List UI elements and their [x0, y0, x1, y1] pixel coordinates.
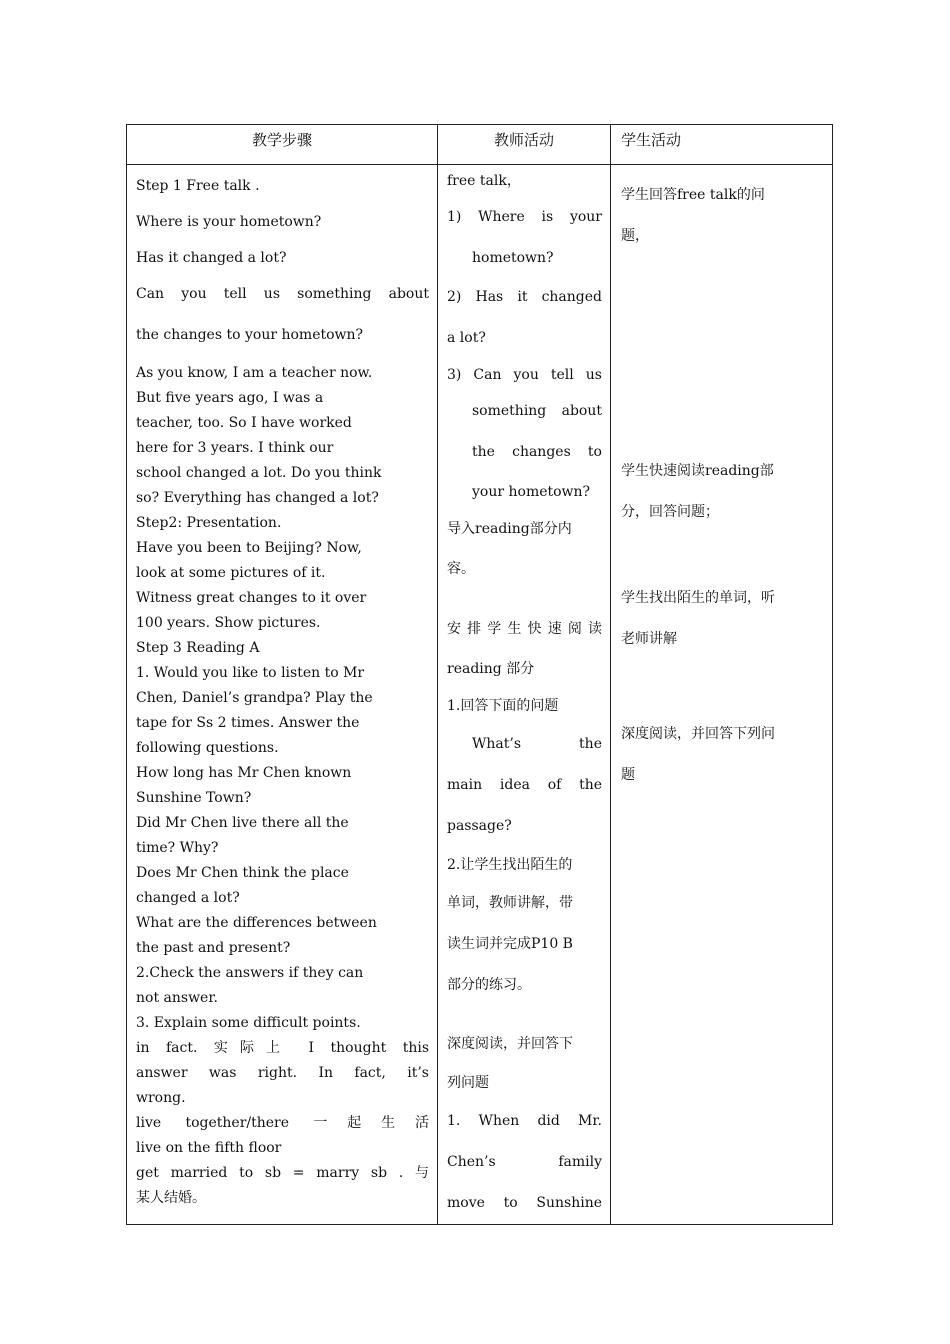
table-body-row — [127, 165, 833, 1225]
text-line: Chen’s family — [447, 1154, 602, 1170]
text-line: 深度阅读，并回答下 — [447, 1036, 573, 1052]
text-line: 1.回答下面的问题 — [447, 698, 559, 714]
text-line: 容。 — [447, 561, 475, 577]
table-header-row — [127, 125, 833, 165]
text-line: Did Mr Chen live there all the — [136, 815, 349, 831]
text-line: hometown? — [472, 250, 554, 266]
text-line: 100 years. Show pictures. — [136, 615, 321, 631]
text-line: live together/there 一起生活 — [136, 1115, 429, 1131]
text-line: in fact. 实际上 I thought this — [136, 1040, 429, 1056]
text-line: 老师讲解 — [621, 631, 677, 647]
text-line: Have you been to Beijing? Now, — [136, 540, 362, 556]
text-line: 学生找出陌生的单词，听 — [621, 590, 775, 606]
text-line: 2.Check the answers if they can — [136, 965, 364, 981]
text-line: teacher, too. So I have worked — [136, 415, 352, 431]
text-line: the changes to your hometown? — [136, 327, 364, 343]
text-line: 学生快速阅读reading部 — [621, 463, 774, 479]
text-line: changed a lot? — [136, 890, 240, 906]
text-line: 某人结婚。 — [136, 1190, 206, 1206]
text-line: passage? — [447, 818, 512, 834]
student-activity-cell — [611, 165, 833, 1225]
text-line: Step 1 Free talk . — [136, 178, 260, 194]
text-line: time? Why? — [136, 840, 219, 856]
text-line: Witness great changes to it over — [136, 590, 367, 606]
text-line: live on the fifth floor — [136, 1140, 282, 1156]
text-line: 1. Would you like to listen to Mr — [136, 665, 365, 681]
text-line: 题， — [621, 228, 649, 244]
text-line: 1) Where is your — [447, 209, 602, 225]
text-line: something about — [472, 403, 602, 419]
text-line: 1. When did Mr. — [447, 1113, 602, 1129]
spacer — [621, 257, 824, 451]
header-teacher-activity: 教师活动 — [438, 125, 611, 165]
text-line: school changed a lot. Do you think — [136, 465, 382, 481]
text-line: wrong. — [136, 1090, 186, 1106]
text-line: Chen, Daniel’s grandpa? Play the — [136, 690, 373, 706]
text-line: 分，回答问题； — [621, 504, 719, 520]
text-line: Has it changed a lot? — [136, 250, 287, 266]
text-line: 3. Explain some difficult points. — [136, 1015, 361, 1031]
text-line: 3) Can you tell us — [447, 367, 602, 383]
text-line: get married to sb = marry sb . 与 — [136, 1165, 429, 1181]
text-line: 深度阅读，并回答下列问 — [621, 726, 775, 742]
text-line: free talk， — [447, 173, 521, 189]
lesson-plan-table — [126, 124, 833, 1225]
spacer — [447, 1006, 602, 1024]
text-line: 题 — [621, 767, 635, 783]
text-line: main idea of the — [447, 777, 602, 793]
text-line: tape for Ss 2 times. Answer the — [136, 715, 360, 731]
text-line: look at some pictures of it. — [136, 565, 326, 581]
text-line: Step 3 Reading A — [136, 640, 260, 656]
spacer — [621, 660, 824, 714]
text-line: How long has Mr Chen known — [136, 765, 352, 781]
teacher-activity-cell — [438, 165, 611, 1225]
text-line: Sunshine Town? — [136, 790, 252, 806]
text-line: 部分的练习。 — [447, 977, 531, 993]
text-line: As you know, I am a teacher now. — [136, 365, 373, 381]
text-line: Does Mr Chen think the place — [136, 865, 349, 881]
header-student-activity: 学生活动 — [611, 125, 833, 165]
text-line: Where is your hometown? — [136, 214, 322, 230]
text-line: reading 部分 — [447, 661, 535, 677]
text-line: 2.让学生找出陌生的 — [447, 857, 573, 873]
spacer — [621, 533, 824, 578]
header-teaching-steps: 教学步骤 — [127, 125, 438, 165]
text-line: What are the differences between — [136, 915, 377, 931]
text-line: 学生回答free talk的问 — [621, 187, 765, 203]
spacer — [447, 591, 602, 609]
text-line: But five years ago, I was a — [136, 390, 324, 406]
text-line: so? Everything has changed a lot? — [136, 490, 379, 506]
teaching-steps-cell — [127, 165, 438, 1225]
text-line: move to Sunshine — [447, 1195, 602, 1211]
text-line: Can you tell us something about — [136, 286, 429, 302]
text-line: What’s the — [472, 736, 602, 752]
text-line: 单词，教师讲解，带 — [447, 895, 573, 911]
text-line: answer was right. In fact, it’s — [136, 1065, 429, 1081]
text-line: 安排学生快速阅读 — [447, 621, 602, 637]
text-line: the changes to — [472, 444, 602, 460]
text-line: 导入reading部分内 — [447, 521, 572, 537]
text-line: your hometown? — [472, 484, 591, 500]
text-line: 读生词并完成P10 B — [447, 936, 573, 952]
text-line: 列问题 — [447, 1075, 489, 1091]
text-line: Step2: Presentation. — [136, 515, 282, 531]
text-line: following questions. — [136, 740, 279, 756]
text-line: here for 3 years. I think our — [136, 440, 334, 456]
text-line: 2) Has it changed — [447, 289, 602, 305]
text-line: the past and present? — [136, 940, 291, 956]
text-line: a lot? — [447, 330, 486, 346]
text-line: not answer. — [136, 990, 218, 1006]
